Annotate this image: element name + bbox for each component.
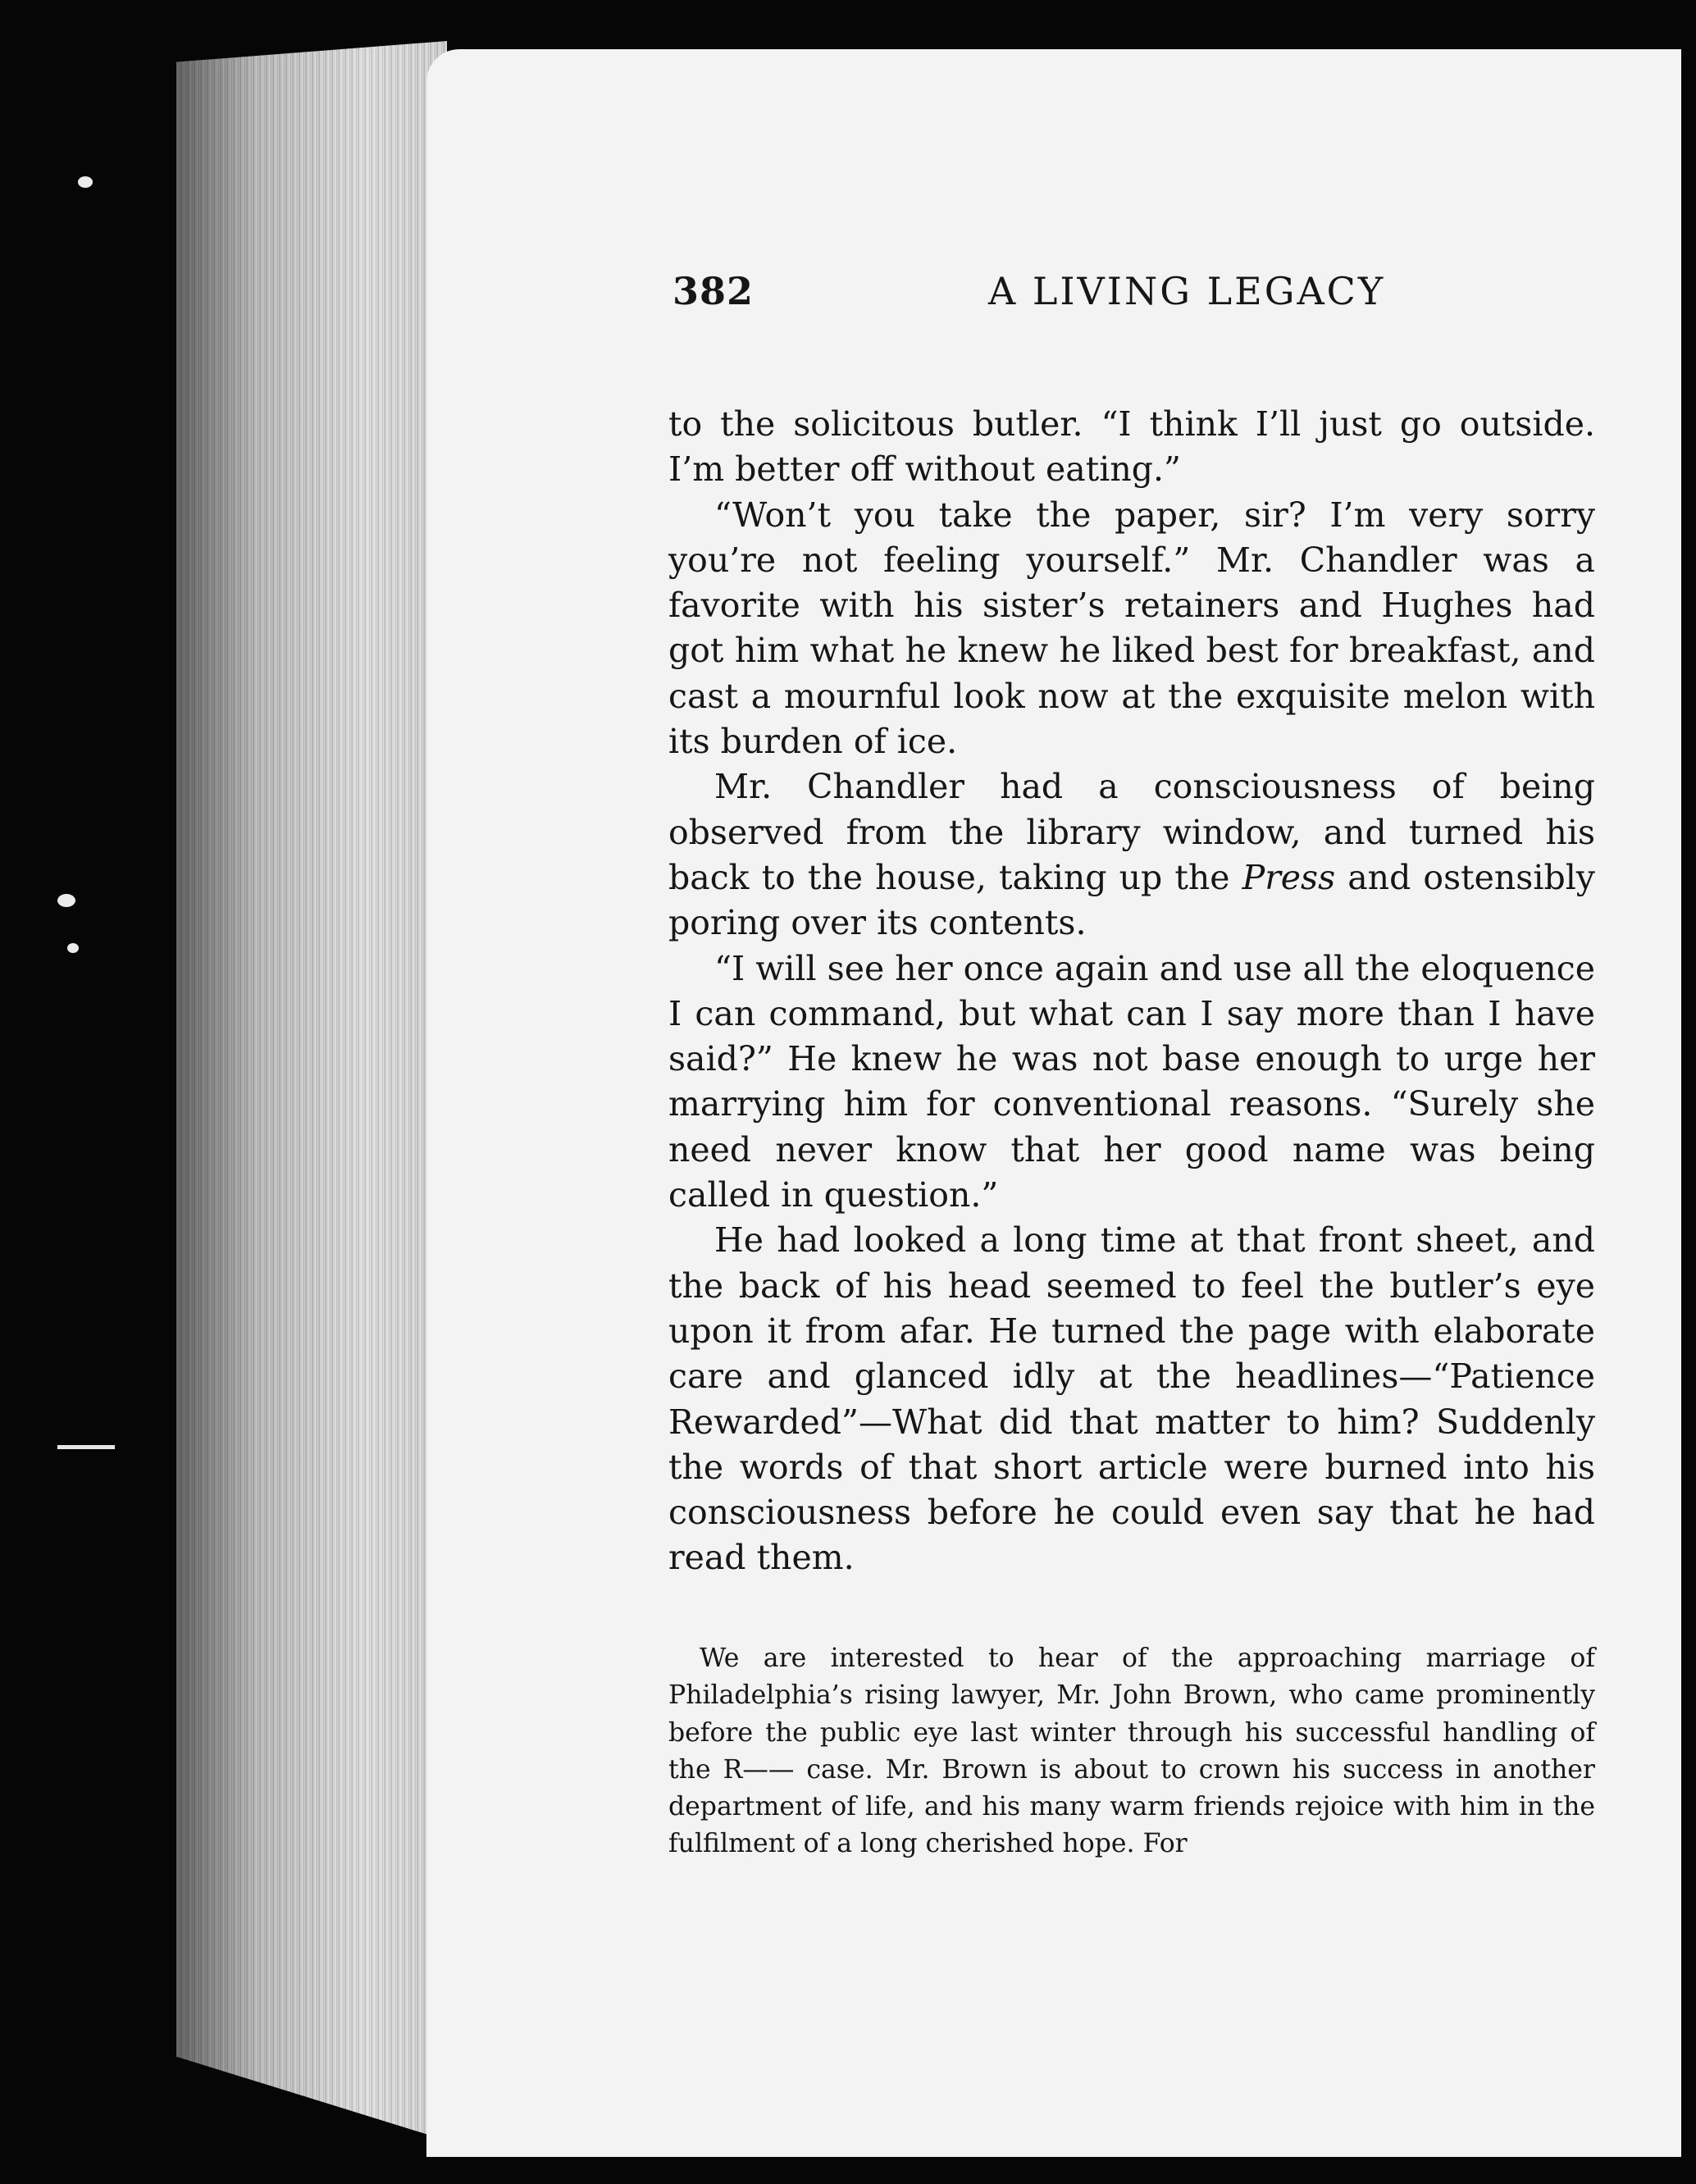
margin-streak (57, 1445, 115, 1449)
book-page-edges (176, 41, 447, 2141)
paragraph-text: and ostensibly poring over its contents. (668, 857, 1595, 943)
paragraph: “I will see her once again and use all the eloquence I can command, but what can I say more than I have said?” He knew he was not base enough to urge her marrying him for conventional reasons. “Surely she need never know that her good name was being called in question.” (668, 948, 1595, 1215)
newspaper-title: Press (1242, 857, 1336, 897)
margin-speck (78, 176, 93, 188)
paragraph: He had looked a long time at that front sheet, and the back of his head seemed to feel the butler’s eye upon it from afar. He turned the page with elaborate care and glanced idly at the headlines—“Patience Rewarded”—What did that matter to him? Suddenly the words of that short article were burned into his consciousness before he could even say that he had read them. (668, 1220, 1595, 1578)
page-number: 382 (672, 269, 755, 313)
paragraph: to the solicitous butler. “I think I’ll just go outside. I’m better off without eating.” (668, 404, 1595, 490)
body-text (668, 402, 1595, 1581)
paragraph-text: Mr. Chandler had a consciousness of being observed from the library window, and turned his back to the house, taking up the (668, 767, 1595, 897)
paragraph (668, 764, 1595, 946)
paragraph: “Won’t you take the paper, sir? I’m very sorry you’re not feeling yourself.” Mr. Chandler was a favorite with his sister’s retainers and Hughes had got him what he knew he liked best for breakfast, and cast a mournful look now at the exquisite melon with its burden of ice. (668, 495, 1595, 762)
newspaper-excerpt (668, 1640, 1595, 1863)
margin-speck (57, 894, 75, 907)
margin-speck (67, 943, 79, 953)
page-content (426, 49, 1681, 2157)
running-head: A LIVING LEGACY (988, 269, 1386, 313)
excerpt-text: We are interested to hear of the approaching marriage of Philadelphia’s rising lawyer, Mr. John Brown, who came prominently before the public eye last winter through his successful handling of the R—— case. Mr. Brown is about to crown his success in another department of life, and his many warm friends rejoice with him in the fulfilment of a long cherished hope. For (668, 1644, 1595, 1859)
book-page (426, 49, 1681, 2157)
page-header (672, 269, 1599, 335)
